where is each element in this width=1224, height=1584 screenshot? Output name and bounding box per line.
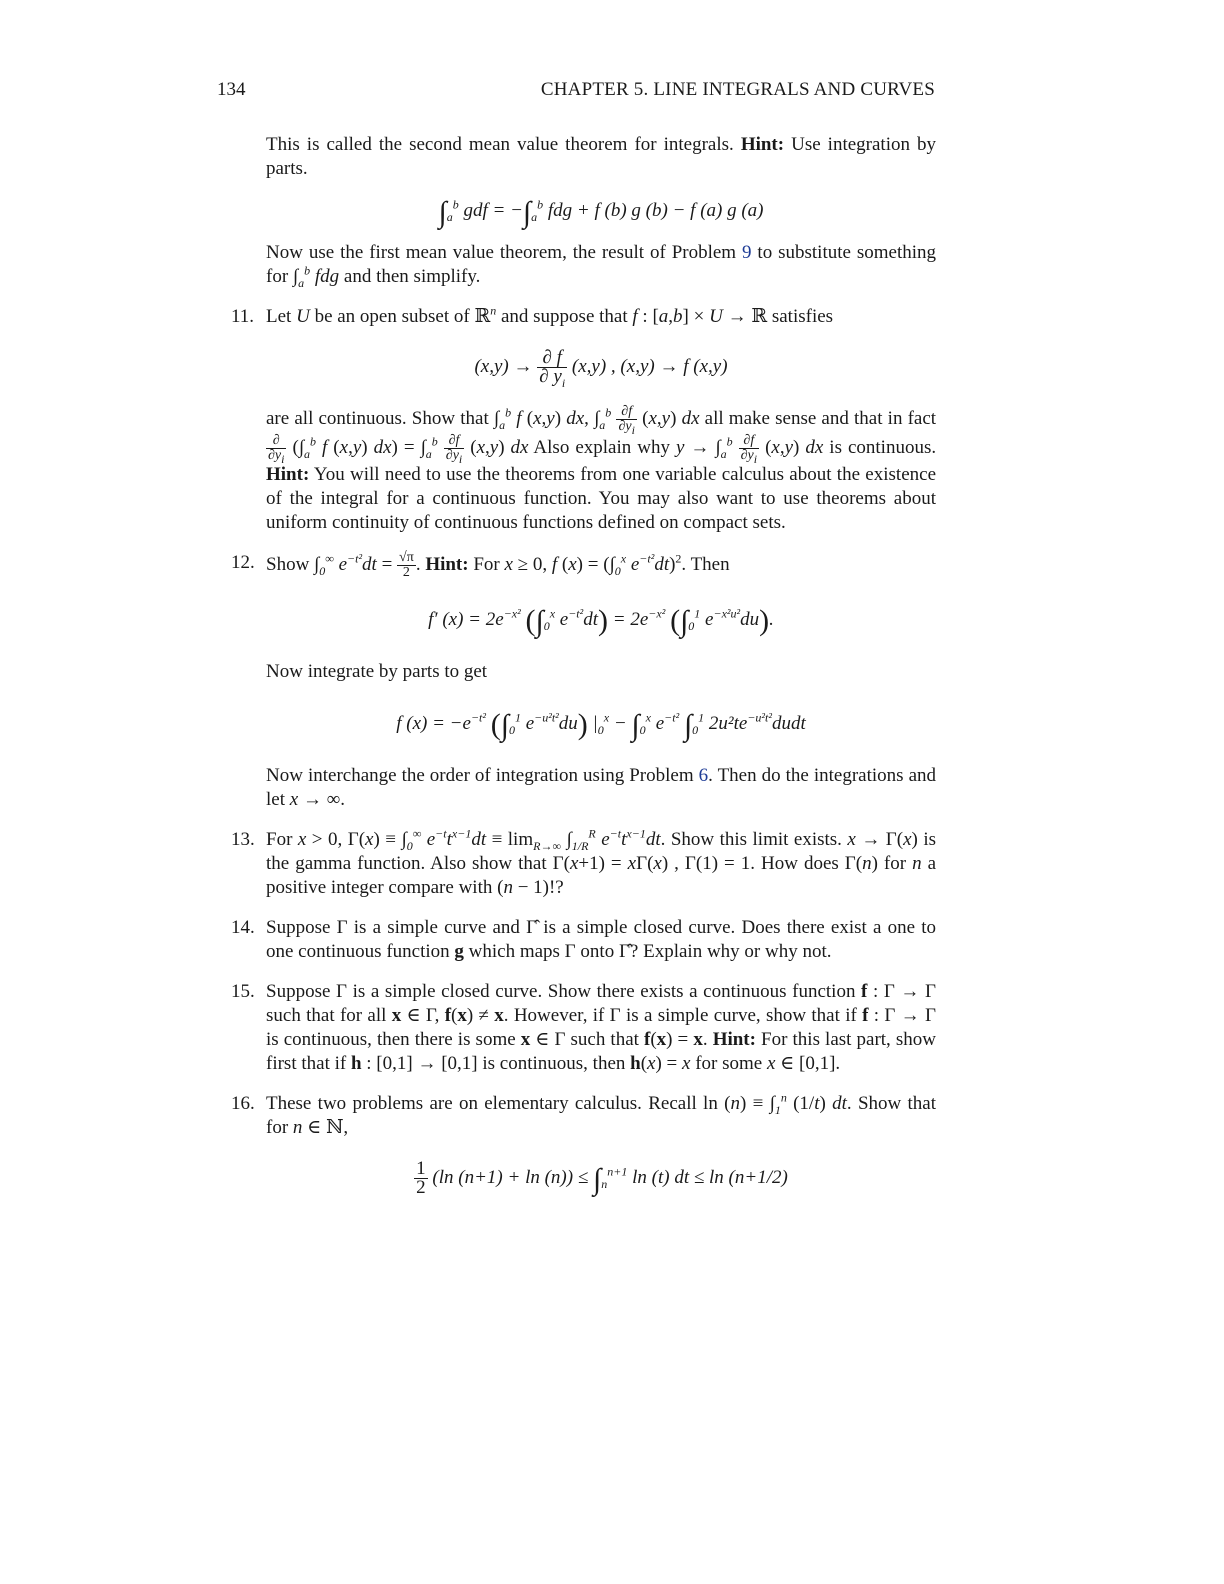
problem-11-hint: You will need to use the theorems from one variable calculus about the existence of the integral for a continuous function. You may also want to use theorems about uniform continuity of continuous functions defined on compact sets. [266,464,936,533]
problem-11-lead: Let U be an open subset of ℝ$^n$ and suppose that f : [a,b] × U → ℝ satisfies [266,303,834,327]
problem-12-tail-a: Now interchange the order of integration using Problem [266,765,694,786]
problem-12-tail: Now interchange the order of integration using Problem 6. Then do the integrations and let x → ∞. [266,765,937,810]
problem-14 [231,916,936,964]
problem-14-text: Suppose Γ is a simple curve and Γ̂ is a simple closed curve. Does there exist a one to one continuous function g which maps Γ onto Γ̂? Explain why or why not. [266,917,936,962]
problem-11 [231,303,937,535]
problem-ref-6[interactable]: 6 [698,765,709,786]
problem-number: 11. [231,306,255,327]
hint-label: Hint: [712,1029,756,1050]
page-number: 134 [217,79,246,100]
problem-number: 15. [231,981,255,1002]
problem-12-equation-1: f′ $(x) = 2e^{-x^2}$ ($\int_0^x$ $e^{-t^2}dt) = 2e^{-x^2}$ ($\int_0^1$ $e^{-x^2u^2}du$). [428,604,774,638]
intro-paragraph [266,133,936,181]
problem-13-text: For x > 0, $\Gamma(x) \equiv \int_0^\infty$ $e^{-t}t^{x-1}dt \equiv \lim_{R\to\infty} \int_{1/R}^R$ $e^{-t}t^{x-1}dt$. Show this limit exists. x → Γ(x) is the gamma function. Also show that Γ(x+1) = xΓ(x) , Γ(1) = 1. How does Γ(n) for n a positive integer compare with (n − 1)!? [266,826,937,898]
problem-number: 12. [231,552,255,573]
problem-12-equation-2: f $(x) = -e^{-t^2}$ ($\int_0^1$ $e^{-u^2t^2}du$) $|_0^x - \int_0^x$ $e^{-t^2}$ $\int_0^1$ $2u^2te^{-u^2t^2}dudt$ [396,708,806,742]
problem-16-equation: $\frac{1}{2}$ (ln $(n+1) + \ln (n)) \le \int_n^{n+1}$ ln (t) dt ≤ ln (n+1/2) [416,1158,788,1199]
running-header: CHAPTER 5. LINE INTEGRALS AND CURVES [540,79,935,100]
problem-16-text: These two problems are on elementary calculus. Recall $\ln (n) \equiv \int_1^n$ (1/t) dt. Show that for n ∈ ℕ, [266,1090,937,1138]
problem-11-equation: (x,y) → $\frac{\partial f}{\partial y_i}$ (x,y) , (x,y) → f (x,y) [474,347,728,390]
hint-label: Hint: [266,464,310,485]
intro-equation: $\int_a^b$ gdf = $-\int_a^b$ fdg + f (b) g (b) − f (a) g (a) [438,196,764,229]
problem-11-text: are all continuous. Show that $\int_a^b$ f (x,y) dx, $\int_a^b$ $\frac{\partial f}{\partial y_i}$ (x,y) dx all make sense and that in fact $\frac{\partial}{\partial y_i}$ ($\int_a^b$ f (x,y) $dx) = \int_a^b$ $\frac{\partial f}{\partial y_i}$ (x,y) dx Also explain why $y \to \int_a^b$ $\frac{\partial f}{\partial y_i}$ (x,y) dx is continuous. Hint: You will need to use the theorems from one variable calculus about the existence of the integral for a continuous function. You may also want to use theorems about uniform continuity of continuous functions defined on compact sets. [266,404,937,533]
problem-number: 16. [231,1093,255,1114]
problem-16 [231,1090,937,1206]
page-body [231,133,937,1222]
problem-15 [231,980,937,1076]
hint-label: Hint: [740,134,785,155]
problem-12-middle: Now integrate by parts to get [266,661,488,682]
intro-followup: Now use the first mean value theorem, the result of Problem 9 to substitute something for $\int_a^b$ fdg and then simplify. [266,242,937,290]
problem-12-lead: Show $\int_0^\infty$ $e^{-t^2}dt$ = $\frac{√\pi}{2}$ . Hint: For x ≥ 0, f $(x) = (\int_0^x$ $e^{-t^2}dt)^2$. Then [266,550,730,580]
problem-number: 13. [231,829,255,850]
intro-text: This is called the second mean value theorem for integrals. [266,134,734,155]
problem-number: 14. [231,917,255,938]
intro-hint: Use integration by parts. [266,134,936,179]
problem-15-text: Suppose Γ is a simple closed curve. Show there exists a continuous function f : Γ → Γ such that for all x ∈ Γ, f(x) ≠ x. However, if Γ is a simple curve, show that if f : Γ → Γ is continuous, then there is some x ∈ Γ such that f(x) = x. Hint: For this last part, show first that if h : [0,1] → [0,1] is continuous, then h(x) = x for some x ∈ [0,1]. [266,981,937,1074]
intro-followup-a: Now use the first mean value theorem, the result of Problem [266,242,737,263]
problem-12 [231,550,937,812]
problem-ref-9[interactable]: 9 [742,242,752,263]
problem-13 [231,826,937,900]
hint-label: Hint: [425,553,469,575]
